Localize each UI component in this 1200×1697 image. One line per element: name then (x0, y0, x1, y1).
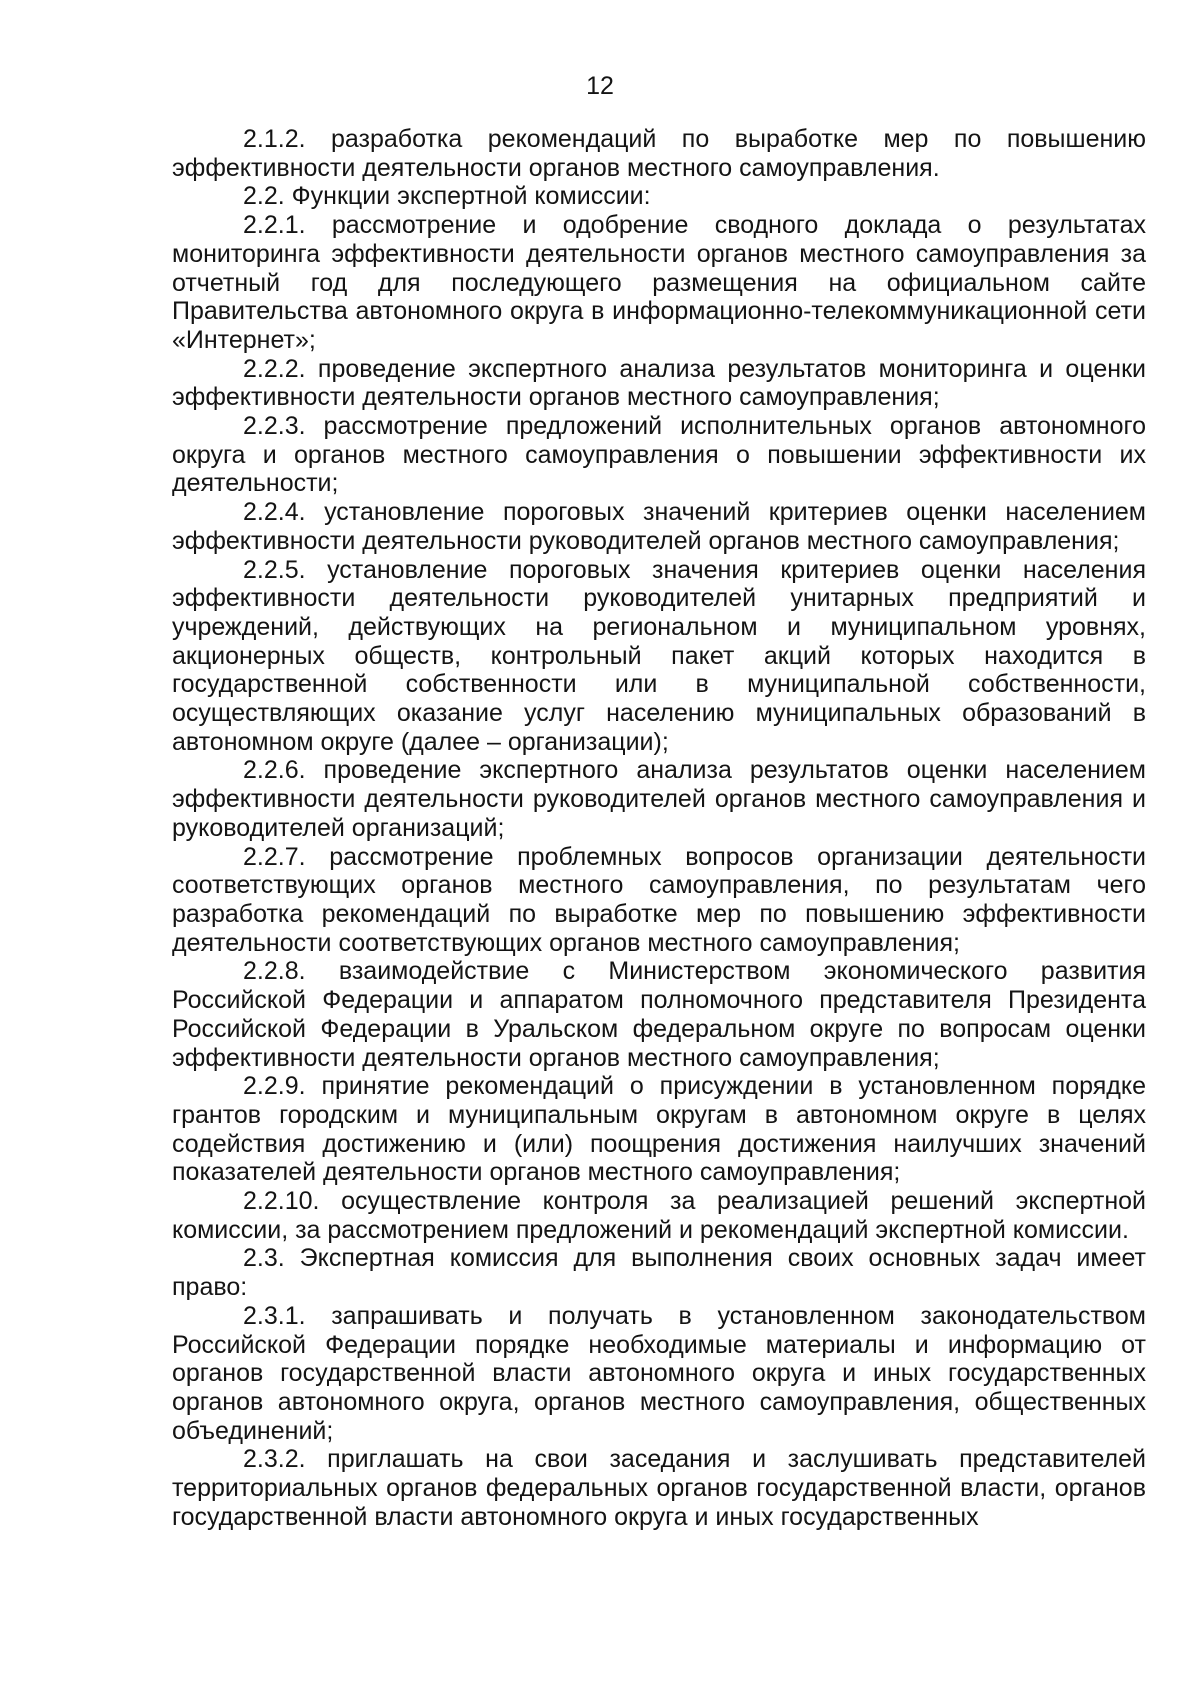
paragraph-2-2-8: 2.2.8. взаимодействие с Министерством экономического развития Российской Федерации и аппаратом полномочного представителя Президента Российской Федерации в Уральском федеральном округе по вопросам оценки эффективности деятельности органов местного самоуправления; (172, 957, 1146, 1072)
document-body (172, 125, 1146, 1531)
paragraph-2-2-9: 2.2.9. принятие рекомендаций о присуждении в установленном порядке грантов городским и муниципальным округам в автономном округе в целях содействия достижению и (или) поощрения достижения наилучших значений показателей деятельности органов местного самоуправления; (172, 1072, 1146, 1187)
paragraph-2-2-4: 2.2.4. установление пороговых значений критериев оценки населением эффективности деятельности руководителей органов местного самоуправления; (172, 498, 1146, 555)
paragraph-2-2-5: 2.2.5. установление пороговых значения критериев оценки населения эффективности деятельности руководителей унитарных предприятий и учреждений, действующих на региональном и муниципальном уровнях, акционерных обществ, контрольный пакет акций которых находится в государственной собственности или в муниципальной собственности, осуществляющих оказание услуг населению муниципальных образований в автономном округе (далее – организации); (172, 555, 1146, 756)
paragraph-2-2-6: 2.2.6. проведение экспертного анализа результатов оценки населением эффективности деятельности руководителей органов местного самоуправления и руководителей организаций; (172, 756, 1146, 842)
paragraph-2-2-heading: 2.2. Функции экспертной комиссии: (243, 182, 651, 211)
page-number: 12 (586, 72, 614, 100)
paragraph-2-2-10: 2.2.10. осуществление контроля за реализацией решений экспертной комиссии, за рассмотрением предложений и рекомендаций экспертной комиссии. (172, 1187, 1146, 1244)
paragraph-2-2-3: 2.2.3. рассмотрение предложений исполнительных органов автономного округа и органов местного самоуправления о повышении эффективности их деятельности; (172, 412, 1146, 498)
paragraph-2-3-1: 2.3.1. запрашивать и получать в установленном законодательством Российской Федерации порядке необходимые материалы и информацию от органов государственной власти автономного округа и иных государственных органов автономного округа, органов местного самоуправления, общественных объединений; (172, 1301, 1146, 1445)
paragraph-2-2-2: 2.2.2. проведение экспертного анализа результатов мониторинга и оценки эффективности деятельности органов местного самоуправления; (172, 354, 1146, 412)
paragraph-2-3-heading: 2.3. Экспертная комиссия для выполнения своих основных задач имеет право: (172, 1244, 1146, 1302)
paragraph-2-1-2: 2.1.2. разработка рекомендаций по выработке мер по повышению эффективности деятельности органов местного самоуправления. (172, 125, 1146, 182)
paragraph-2-2-1: 2.2.1. рассмотрение и одобрение сводного доклада о результатах мониторинга эффективности деятельности органов местного самоуправления за отчетный год для последующего размещения на официальном сайте Правительства автономного округа в информационно-телекоммуникационной сети «Интернет»; (172, 211, 1146, 354)
paragraph-2-3-2: 2.3.2. приглашать на свои заседания и заслушивать представителей территориальных органов федеральных органов государственной власти, органов государственной власти автономного округа и иных государственных (172, 1445, 1146, 1531)
paragraph-2-2-7: 2.2.7. рассмотрение проблемных вопросов организации деятельности соответствующих органов местного самоуправления, по результатам чего разработка рекомендаций по выработке мер по повышению эффективности деятельности соответствующих органов местного самоуправления; (172, 842, 1146, 957)
